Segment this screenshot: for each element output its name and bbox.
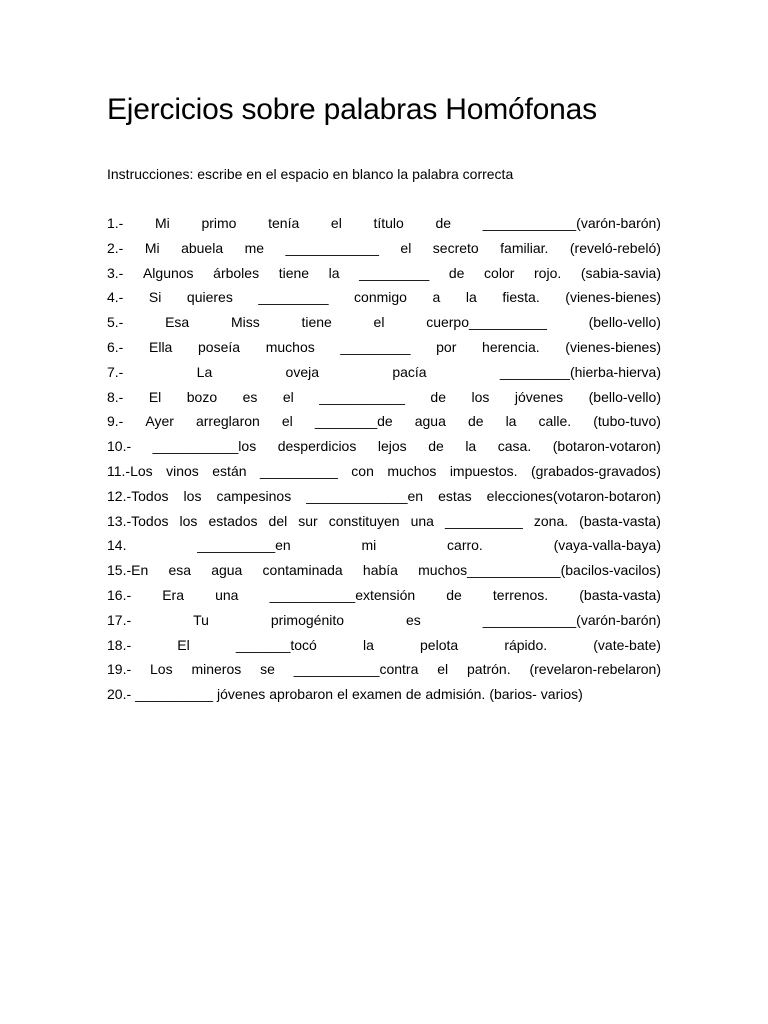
exercise-word: 17.- bbox=[107, 611, 132, 628]
exercise-word: (barios- bbox=[489, 686, 537, 703]
exercise-word: Era bbox=[162, 586, 185, 603]
exercise-item bbox=[107, 583, 661, 608]
exercise-word: tenía bbox=[268, 215, 300, 231]
exercise-word: zona. bbox=[533, 512, 569, 529]
exercise-word: Ayer bbox=[145, 413, 174, 430]
exercise-word: constituyen bbox=[328, 512, 400, 529]
exercise-word: 18.- bbox=[107, 636, 132, 653]
exercise-item bbox=[107, 509, 661, 534]
exercise-word: (basta-vasta) bbox=[579, 512, 661, 529]
exercise-word: agua bbox=[414, 413, 446, 430]
exercise-item bbox=[107, 434, 661, 459]
exercise-word: 2.- bbox=[107, 239, 124, 256]
exercise-item bbox=[107, 409, 661, 434]
exercise-word: de bbox=[430, 388, 446, 405]
exercise-item bbox=[107, 385, 661, 410]
exercise-word: __________ bbox=[444, 512, 523, 529]
exercise-word: quieres bbox=[186, 289, 233, 306]
exercise-word: 1.- bbox=[107, 215, 124, 231]
exercise-word: (vienes-bienes) bbox=[565, 289, 661, 306]
exercise-word: de bbox=[467, 413, 484, 430]
exercise-word: __________ bbox=[259, 462, 338, 479]
exercise-word: muchos____________(bacilos-vacilos) bbox=[418, 562, 661, 579]
exercise-word: muchos bbox=[265, 338, 315, 355]
exercise-word: 11.-Los bbox=[107, 462, 153, 479]
exercise-word: oveja bbox=[285, 363, 320, 380]
exercise-word: Mi bbox=[144, 239, 160, 256]
exercise-word: familiar. bbox=[500, 239, 549, 256]
exercise-word: mi bbox=[361, 537, 377, 554]
exercise-word: poseía bbox=[198, 338, 241, 355]
exercise-word: 8.- bbox=[107, 388, 124, 405]
exercise-word: el bbox=[437, 661, 449, 678]
exercise-word: había bbox=[362, 562, 398, 579]
exercise-word: están bbox=[212, 462, 247, 479]
exercise-item bbox=[107, 533, 661, 558]
exercise-word: esa bbox=[168, 562, 192, 579]
exercise-word: calle. bbox=[538, 413, 572, 430]
exercise-word: El bbox=[177, 636, 190, 653]
exercise-word: vinos bbox=[166, 462, 199, 479]
exercise-item bbox=[107, 682, 661, 707]
exercise-word: (vaya-valla-baya) bbox=[553, 537, 661, 554]
exercise-word: mineros bbox=[191, 661, 242, 678]
exercise-word: 9.- bbox=[107, 413, 124, 430]
exercise-word: es bbox=[242, 388, 258, 405]
exercise-word: __________en bbox=[197, 537, 291, 554]
exercise-word: 5.- bbox=[107, 314, 124, 331]
exercise-word: 12.-Todos bbox=[107, 487, 169, 504]
exercise-word: (grabados-gravados) bbox=[530, 462, 661, 479]
exercise-word: _______tocó bbox=[235, 636, 317, 653]
exercise-word: Miss bbox=[230, 314, 260, 331]
exercise-word: los bbox=[179, 512, 198, 529]
exercise-word: ____________(varón-barón) bbox=[482, 215, 661, 231]
exercise-item bbox=[107, 608, 661, 633]
exercise-word: fiesta. bbox=[502, 289, 540, 306]
exercise-item bbox=[107, 360, 661, 385]
exercise-word: 16.- bbox=[107, 586, 132, 603]
exercise-word: de bbox=[435, 215, 452, 231]
exercise-word: el bbox=[281, 413, 293, 430]
exercise-word: _________(hierba-hierva) bbox=[499, 363, 661, 380]
exercise-word: ___________los bbox=[152, 438, 257, 455]
exercise-word: 4.- bbox=[107, 289, 124, 306]
exercise-word: título bbox=[373, 215, 404, 231]
exercise-word: ___________ bbox=[319, 388, 405, 405]
exercise-word: bozo bbox=[186, 388, 218, 405]
exercise-word: _________ bbox=[340, 338, 411, 355]
exercise-word: (sabia-savia) bbox=[580, 264, 661, 281]
exercise-word: ___________extensión bbox=[269, 586, 416, 603]
exercise-word: patrón. bbox=[467, 661, 511, 678]
exercise-word: primo bbox=[201, 215, 237, 231]
exercise-word: (reveló-rebeló) bbox=[569, 239, 661, 256]
exercise-word: La bbox=[196, 363, 213, 380]
exercise-word: de bbox=[405, 686, 422, 703]
document-title: Ejercicios sobre palabras Homófonas bbox=[107, 93, 597, 126]
exercise-word: 15.-En bbox=[107, 562, 149, 579]
exercise-item bbox=[107, 459, 661, 484]
exercise-word: color bbox=[484, 264, 515, 281]
exercise-word: jóvenes bbox=[217, 686, 266, 703]
exercise-item bbox=[107, 236, 661, 261]
exercise-word: con bbox=[351, 462, 374, 479]
exercise-word: Algunos bbox=[142, 264, 194, 281]
exercise-word: ___________contra bbox=[293, 661, 419, 678]
exercise-word: abuela bbox=[181, 239, 224, 256]
exercise-item bbox=[107, 657, 661, 682]
exercise-word: 3.- bbox=[107, 264, 124, 281]
exercise-word: _____________en bbox=[306, 487, 424, 504]
exercise-word: 6.- bbox=[107, 338, 124, 355]
exercise-word: examen bbox=[352, 686, 402, 703]
exercise-word: (revelaron-rebelaron) bbox=[529, 661, 661, 678]
exercise-word: primogénito bbox=[270, 611, 345, 628]
exercise-word: 14. bbox=[107, 537, 127, 554]
exercise-item bbox=[107, 310, 661, 335]
exercise-item bbox=[107, 484, 661, 509]
exercise-word: la bbox=[328, 264, 340, 281]
exercise-word: Los bbox=[150, 661, 173, 678]
exercise-word: Si bbox=[148, 289, 162, 306]
exercise-word: se bbox=[260, 661, 275, 678]
exercise-word: ____________ bbox=[285, 239, 379, 256]
exercise-word: la bbox=[362, 636, 374, 653]
exercise-word: conmigo bbox=[354, 289, 407, 306]
exercise-word: muchos bbox=[387, 462, 437, 479]
exercise-word: lejos bbox=[377, 438, 407, 455]
instructions-text: Instrucciones: escribe en el espacio en blanco la palabra correcta bbox=[107, 166, 514, 182]
exercise-word: Esa bbox=[165, 314, 190, 331]
exercise-word: la bbox=[465, 438, 477, 455]
exercise-word: ________de bbox=[314, 413, 393, 430]
exercise-item bbox=[107, 285, 661, 310]
exercise-word: _________ bbox=[359, 264, 430, 281]
exercise-word: agua bbox=[211, 562, 243, 579]
exercise-word: 10.- bbox=[107, 438, 132, 455]
exercise-word: (vienes-bienes) bbox=[565, 338, 661, 355]
exercise-word: arreglaron bbox=[195, 413, 260, 430]
exercise-word: desperdicios bbox=[277, 438, 357, 455]
exercise-word: 20.- bbox=[107, 686, 132, 703]
exercise-word: (basta-vasta) bbox=[579, 586, 661, 603]
exercise-item bbox=[107, 558, 661, 583]
exercise-word: terrenos. bbox=[492, 586, 549, 603]
exercise-word: 7.- bbox=[107, 363, 124, 380]
exercise-word: (botaron-votaron) bbox=[552, 438, 661, 455]
exercise-word: tiene bbox=[301, 314, 332, 331]
exercise-word: los bbox=[471, 388, 490, 405]
exercise-word: 19.- bbox=[107, 661, 132, 678]
exercise-word: sur bbox=[298, 512, 318, 529]
exercise-word: es bbox=[405, 611, 421, 628]
exercise-word: el bbox=[337, 686, 348, 703]
exercise-word: el bbox=[330, 215, 342, 231]
exercise-item bbox=[107, 211, 661, 236]
exercise-word: el bbox=[373, 314, 385, 331]
exercise-word: a bbox=[432, 289, 441, 306]
exercise-word: los bbox=[183, 487, 202, 504]
exercise-word: varios) bbox=[540, 686, 583, 703]
exercise-word: el bbox=[400, 239, 412, 256]
exercise-word: 13.-Todos bbox=[107, 512, 169, 529]
exercise-word: jóvenes bbox=[514, 388, 564, 405]
exercise-word: la bbox=[505, 413, 517, 430]
exercise-word: pacía bbox=[392, 363, 427, 380]
exercise-word: campesinos bbox=[216, 487, 292, 504]
exercise-word: Ella bbox=[149, 338, 173, 355]
exercise-word: una bbox=[215, 586, 239, 603]
exercise-word: (tubo-tuvo) bbox=[593, 413, 661, 430]
exercise-word: casa. bbox=[497, 438, 532, 455]
exercise-word: El bbox=[148, 388, 162, 405]
exercise-word: herencia. bbox=[482, 338, 540, 355]
exercise-item bbox=[107, 261, 661, 286]
exercise-word: contaminada bbox=[262, 562, 343, 579]
exercise-word: estados bbox=[208, 512, 258, 529]
exercise-list bbox=[107, 211, 661, 707]
exercise-word: impuestos. bbox=[449, 462, 518, 479]
exercise-word: cuerpo__________ bbox=[426, 314, 547, 331]
exercise-word: del bbox=[268, 512, 288, 529]
exercise-word: elecciones(votaron-botaron) bbox=[486, 487, 661, 504]
exercise-word: _________ bbox=[258, 289, 329, 306]
exercise-word: Mi bbox=[155, 215, 170, 231]
exercise-word: pelota bbox=[420, 636, 459, 653]
exercise-word: admisión. bbox=[425, 686, 486, 703]
exercise-word: tiene bbox=[278, 264, 310, 281]
exercise-word: árboles bbox=[213, 264, 260, 281]
exercise-word: aprobaron bbox=[269, 686, 334, 703]
exercise-word: de bbox=[448, 264, 465, 281]
exercise-word: __________ bbox=[135, 686, 213, 703]
exercise-word: una bbox=[410, 512, 434, 529]
exercise-word: por bbox=[436, 338, 457, 355]
exercise-word: ____________(varón-barón) bbox=[482, 611, 661, 628]
exercise-word: la bbox=[465, 289, 477, 306]
exercise-item bbox=[107, 633, 661, 658]
exercise-word: rojo. bbox=[534, 264, 562, 281]
exercise-word: (vate-bate) bbox=[593, 636, 661, 653]
exercise-item bbox=[107, 335, 661, 360]
exercise-word: me bbox=[244, 239, 265, 256]
exercise-word: carro. bbox=[447, 537, 483, 554]
exercise-word: estas bbox=[438, 487, 472, 504]
exercise-word: Tu bbox=[193, 611, 209, 628]
exercise-word: el bbox=[282, 388, 294, 405]
exercise-word: rápido. bbox=[504, 636, 548, 653]
exercise-word: secreto bbox=[432, 239, 479, 256]
exercise-word: (bello-vello) bbox=[588, 314, 661, 331]
exercise-word: de bbox=[446, 586, 462, 603]
exercise-word: de bbox=[428, 438, 444, 455]
exercise-word: (bello-vello) bbox=[588, 388, 661, 405]
